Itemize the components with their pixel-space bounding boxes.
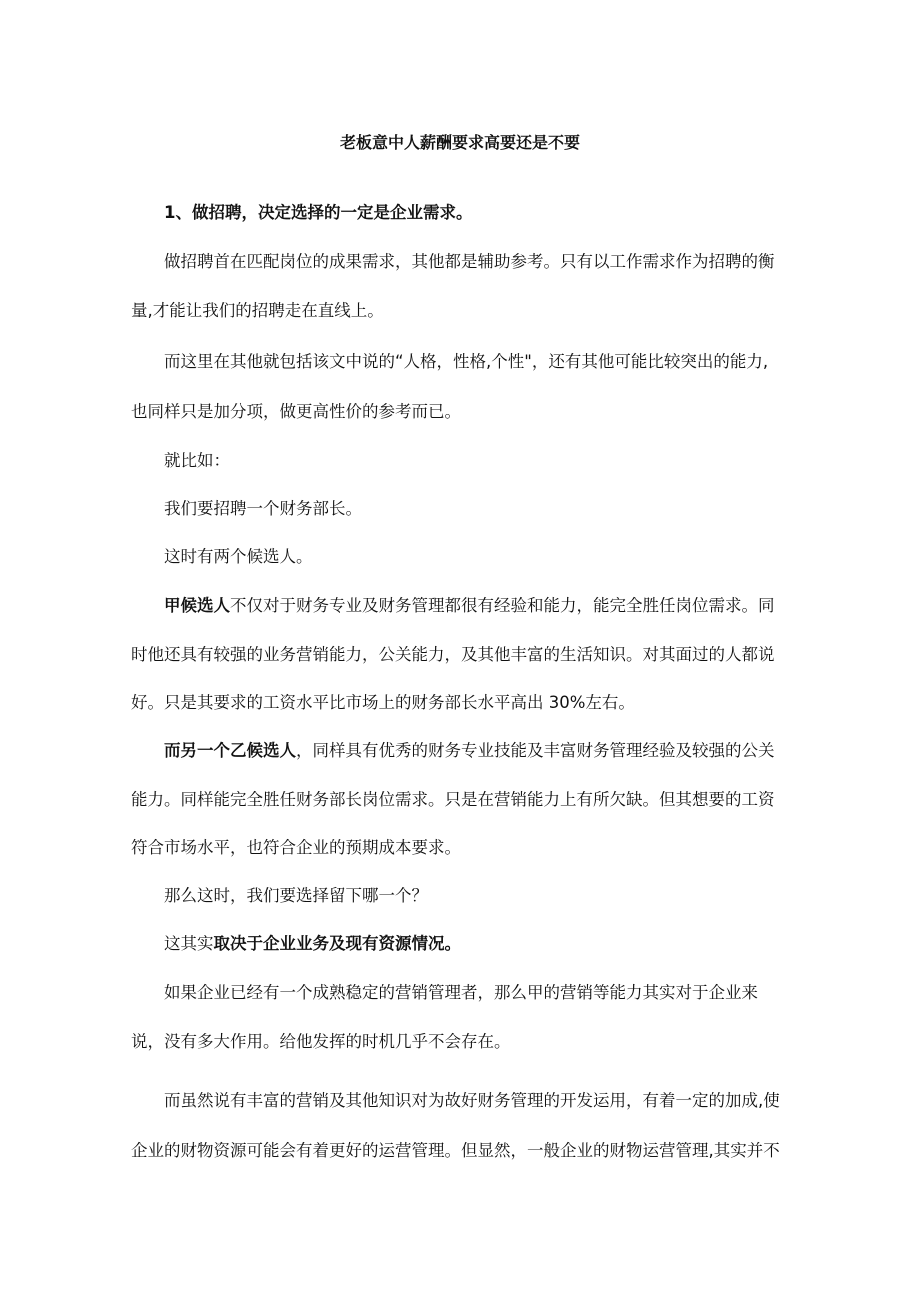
paragraph-1-line-1: 做招聘首在匹配岗位的成果需求，其他都是辅助参考。只有以工作需求作为招聘的衡 — [164, 252, 775, 271]
section-heading — [164, 198, 472, 228]
paragraph-8: 那么这时，我们要选择留下哪一个？ — [164, 886, 428, 905]
paragraph-7-line-1 — [164, 736, 775, 766]
paragraph-9-prefix: 这其实 — [164, 934, 214, 953]
paragraph-5: 这时有两个候选人。 — [164, 547, 313, 566]
paragraph-1-line-2: 量,才能让我们的招聘走在直线上。 — [131, 301, 384, 320]
candidate-b-label: 而另一个乙候选人 — [164, 741, 296, 760]
paragraph-11-line-2: 企业的财物资源可能会有着更好的运营管理。但显然，一般企业的财物运营管理,其实并不 — [131, 1141, 780, 1160]
paragraph-4: 我们要招聘一个财务部长。 — [164, 499, 362, 518]
paragraph-6-line-1 — [164, 591, 775, 621]
paragraph-11-line-1: 而虽然说有丰富的营销及其他知识对为故好财务管理的开发运用，有着一定的加成,使 — [164, 1091, 780, 1110]
paragraph-10-line-2: 说，没有多大作用。给他发挥的时机几乎不会存在。 — [131, 1032, 511, 1051]
paragraph-2-line-2: 也同样只是加分项，做更高性价的参考而已。 — [131, 402, 461, 421]
paragraph-6-line-2: 时他还具有较强的业务营销能力，公关能力，及其他丰富的生活知识。对其面过的人都说 — [131, 645, 775, 664]
paragraph-10-line-1: 如果企业已经有一个成熟稳定的营销管理者，那么甲的营销等能力其实对于企业来 — [164, 983, 758, 1002]
paragraph-9-emphasis: 取决于企业业务及现有资源情况。 — [213, 934, 461, 953]
section-heading-text: 1、做招聘，决定选择的一定是企业需求。 — [164, 203, 473, 222]
candidate-a-label: 甲候选人 — [164, 596, 230, 615]
document-title: 老板意中人薪酬要求高要还是不要 — [339, 133, 580, 152]
paragraph-6-line-1-text: 不仅对于财务专业及财务管理都很有经验和能力，能完全胜任岗位需求。同 — [230, 596, 775, 615]
paragraph-7-line-2: 能力。同样能完全胜任财务部长岗位需求。只是在营销能力上有所欠缺。但其想要的工资 — [131, 790, 775, 809]
paragraph-7-line-3: 符合市场水平，也符合企业的预期成本要求。 — [131, 838, 461, 857]
paragraph-2-line-1: 而这里在其他就包括该文中说的“人格，性格,个性"，还有其他可能比较突出的能力, — [164, 352, 769, 371]
paragraph-7-line-1-text: ，同样具有优秀的财务专业技能及丰富财务管理经验及较强的公关 — [296, 741, 775, 760]
paragraph-6-line-3: 好。只是其要求的工资水平比市场上的财务部长水平高出 30%左右。 — [131, 693, 635, 712]
paragraph-3: 就比如： — [164, 451, 230, 470]
paragraph-9 — [164, 929, 461, 959]
